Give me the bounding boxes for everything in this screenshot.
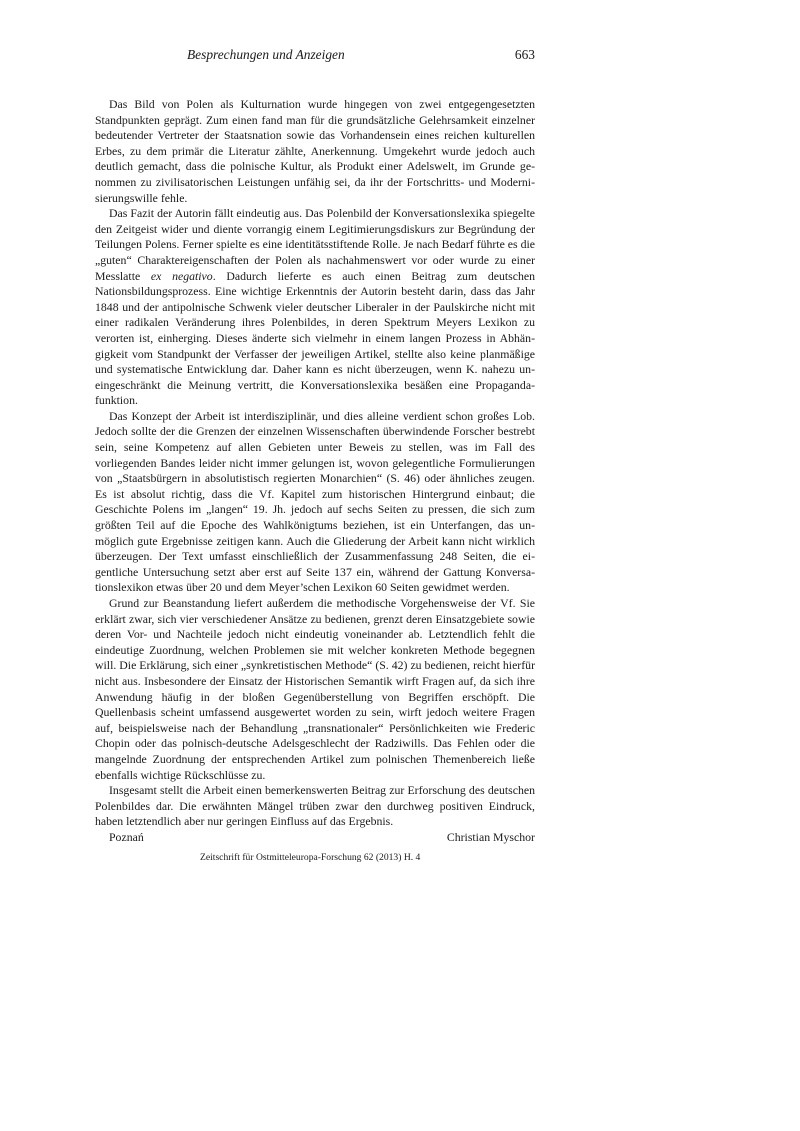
review-body (95, 97, 535, 846)
journal-footer: Zeitschrift für Ostmitteleuropa-Forschung 62 (2013) H. 4 (200, 852, 421, 863)
reviewer-name: Christian Myschor (446, 829, 535, 844)
page-number: 663 (514, 47, 535, 62)
paragraph-1: Das Bild von Polen als Kulturnation wurde hingegen von zwei entgegengesetzten Standpunkten geprägt. Zum einen fand man für die grundsätzliche Gelehrsamkeit einzelner bedeutender Vertreter der Staatsnation sowie das Vorhandensein eines reichen kulturellen Erbes, zu dem primär die Literatur zählte, Anerkennung. Umgekehrt wurde jedoch auch deutlich gemacht, dass die polnische Kultur, als Produkt einer Adelswelt, im Grunde genommen zu zivilisatorischen Leistungen unfähig sei, da ihr der Fortschritts- und Modernisierungswille fehle. (95, 97, 535, 205)
page (95, 0, 535, 1131)
reviewer-place: Poznań (109, 829, 144, 844)
paragraph-2: Das Fazit der Autorin fällt eindeutig aus. Das Polenbild der Konversationslexika spiegelte den Zeitgeist wider und diente vorrangig einem Legitimierungsdiskurs zur Begründung der Teilungen Polens. Ferner spielte es eine identitätsstiftende Rolle. Je nach Bedarf führte es die „guten“ Charaktereigenschaften der Polen als nachahmenswert vor oder wurde zu einer Messlatte ex negativo. Dadurch lieferte es auch einen Beitrag zum deutschen Nationsbildungsprozess. Eine wichtige Erkenntnis der Autorin besteht darin, dass das Jahr 1848 und der antipolnische Schwenk vieler deutscher Liberaler in der Paulskirche nicht mit einer radikalen Veränderung ihres Polenbildes, in deren Spektrum Meyers Lexikon zu verorten ist, einherging. Dieses änderte sich vielmehr in einem langen Prozess in Abhängigkeit vom Standpunkt der Verfasser der jeweiligen Artikel, stellte also keine planmäßige und systematische Entwicklung dar. Daher kann es nicht überzeugen, wenn K. nahezu uneingeschränkt die Meinung vertritt, die Konversationslexika besäßen eine Propagandafunktion. (95, 206, 535, 408)
paragraph-5: Insgesamt stellt die Arbeit einen bemerkenswerten Beitrag zur Erforschung des deutschen Polenbildes dar. Die erwähnten Mängel trüben zwar den durchweg positiven Eindruck, haben letztendlich aber nur geringen Einfluss auf das Ergebnis. (95, 783, 535, 829)
section-title: Besprechungen und Anzeigen (187, 47, 345, 62)
signature-line (95, 830, 535, 846)
paragraph-4: Grund zur Beanstandung liefert außerdem die methodische Vorgehensweise der Vf. Sie erklärt zwar, sich vier verschiedener Ansätze zu bedienen, grenzt deren Einsatzgebiete sowie deren Vor- und Nachteile jedoch nicht eindeutig voneinander ab. Letztendlich fehlt die eindeutige Zuordnung, welchen Problemen sie mit welcher konkreten Methode begegnen will. Die Erklärung, sich einer „synkretistischen Methode“ (S. 42) zu bedienen, reicht hierfür nicht aus. Insbesondere der Einsatz der Historischen Semantik wirft Fragen auf, da sich ihre Anwendung häufig in der bloßen Gegenüberstellung von Begriffen erschöpft. Die Quellenbasis scheint umfassend ausgewertet worden zu sein, wirft jedoch weitere Fragen auf, beispielsweise nach der Behandlung „transnationaler“ Persönlichkeiten wie Frederic Chopin oder das polnisch-deutsche Adelsgeschlecht der Radziwills. Das Fehlen oder die mangelnde Zuordnung der entsprechenden Artikel zum polnischen Themenbereich ließe ebenfalls wichtige Rückschlüsse zu. (95, 596, 535, 782)
paragraph-3: Das Konzept der Arbeit ist interdisziplinär, und dies alleine verdient schon großes Lob. Jedoch sollte der die Grenzen der einzelnen Wissenschaften überwindende Forscher bestrebt sein, seine Kompetenz auf allen Gebieten unter Beweis zu stellen, was im Fall des vorliegenden Bandes leider nicht immer gelungen ist, wovon gelegentliche Formulierungen von „Staatsbürgern in absolutistisch regierten Monarchien“ (S. 46) oder ähnliches zeugen. Es ist absolut richtig, dass die Vf. Kapitel zum historischen Hintergrund einbaut; die Geschichte Polens im „langen“ 19. Jh. jedoch auf sechs Seiten zu pressen, die sich zum größten Teil auf die Epoche des Wahlkönigtums beziehen, ist ein Unterfangen, das unmöglich gute Ergebnisse zeitigen kann. Auch die Gliederung der Arbeit kann nicht wirklich überzeugen. Der Text umfasst einschließlich der Zusammenfassung 248 Seiten, die eigentliche Untersuchung setzt aber erst auf Seite 137 ein, während der Gattung Konversationslexikon etwas über 20 und dem Meyer’schen Lexikon 60 Seiten gewidmet werden. (95, 408, 535, 595)
latin-phrase: ex negativo (150, 268, 213, 283)
